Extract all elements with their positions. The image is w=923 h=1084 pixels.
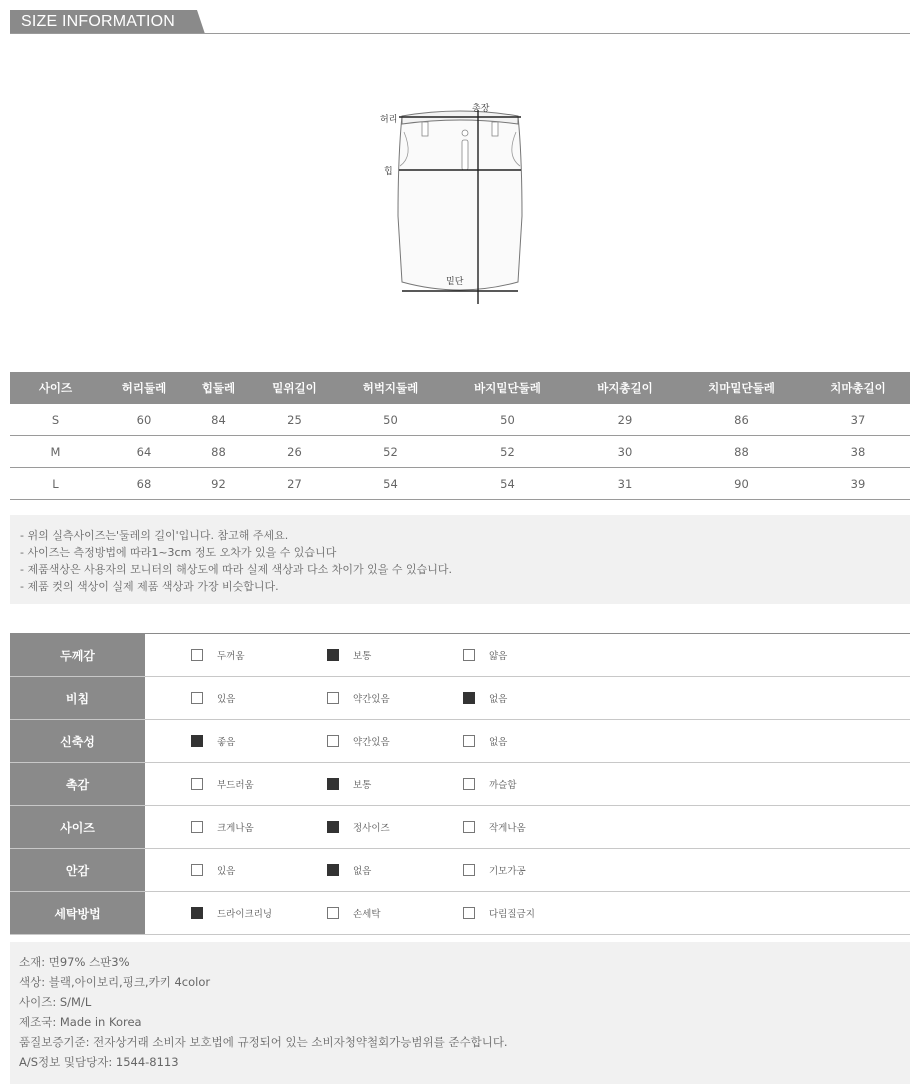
info-line: 품질보증기준: 전자상거래 소비자 보호법에 규정되어 있는 소비자청약철회가능범위를 준수합니다. bbox=[19, 1035, 508, 1049]
header-cell: 허벅지둘레 bbox=[339, 372, 442, 404]
checkbox-1-0 bbox=[191, 692, 203, 704]
checkbox-2-1 bbox=[327, 735, 339, 747]
info-line: 소재: 면97% 스판3% bbox=[19, 955, 130, 969]
option-label: 크게나옴 bbox=[217, 823, 254, 834]
checkbox-3-1 bbox=[327, 778, 339, 790]
option bbox=[327, 734, 390, 748]
option-label: 드라이크리닝 bbox=[217, 909, 273, 920]
property-label: 신축성 bbox=[10, 720, 145, 762]
table-cell: 90 bbox=[677, 468, 806, 500]
option-label: 손세탁 bbox=[353, 909, 381, 920]
option bbox=[327, 863, 371, 877]
table-cell: 60 bbox=[101, 404, 187, 436]
checkbox-3-2 bbox=[463, 778, 475, 790]
checkbox-5-0 bbox=[191, 864, 203, 876]
header-cell: 허리둘레 bbox=[101, 372, 187, 404]
diagram-label-hip: 힙 bbox=[384, 167, 393, 177]
checkbox-5-1 bbox=[327, 864, 339, 876]
note-line: - 제품 컷의 색상이 실제 제품 색상과 가장 비슷합니다. bbox=[20, 580, 279, 593]
option bbox=[463, 820, 526, 834]
property-row-sheerness bbox=[10, 677, 910, 720]
info-line: A/S정보 및담당자: 1544-8113 bbox=[19, 1055, 179, 1069]
option bbox=[191, 906, 272, 920]
table-cell: 50 bbox=[339, 404, 442, 436]
table-cell: 64 bbox=[101, 436, 187, 468]
product-info bbox=[10, 942, 910, 1084]
diagram-label-waist: 허리 bbox=[380, 115, 398, 125]
header-cell: 힙둘레 bbox=[187, 372, 250, 404]
option bbox=[463, 777, 517, 791]
checkbox-6-0 bbox=[191, 907, 203, 919]
option-label: 정사이즈 bbox=[353, 823, 390, 834]
option bbox=[463, 648, 507, 662]
checkbox-0-0 bbox=[191, 649, 203, 661]
property-label: 두께감 bbox=[10, 634, 145, 676]
option bbox=[463, 691, 507, 705]
table-cell: 92 bbox=[187, 468, 250, 500]
note-line: - 위의 실측사이즈는'둘레의 길이'입니다. 참고해 주세요. bbox=[20, 529, 289, 542]
table-cell: 31 bbox=[573, 468, 677, 500]
option-label: 좋음 bbox=[217, 737, 236, 748]
checkbox-5-2 bbox=[463, 864, 475, 876]
checkbox-6-2 bbox=[463, 907, 475, 919]
info-line: 사이즈: S/M/L bbox=[19, 995, 92, 1009]
checkbox-3-0 bbox=[191, 778, 203, 790]
checkbox-4-1 bbox=[327, 821, 339, 833]
option bbox=[463, 734, 507, 748]
option-label: 까슬함 bbox=[489, 780, 517, 791]
checkbox-1-2 bbox=[463, 692, 475, 704]
property-label: 촉감 bbox=[10, 763, 145, 805]
option-label: 보통 bbox=[353, 780, 372, 791]
table-cell: 27 bbox=[250, 468, 339, 500]
note-line: - 제품색상은 사용자의 모니터의 해상도에 따라 실제 색상과 다소 차이가 있을 수 있습니다. bbox=[20, 563, 452, 576]
header-cell: 치마밑단둘레 bbox=[677, 372, 806, 404]
table-row bbox=[10, 404, 910, 436]
checkbox-4-0 bbox=[191, 821, 203, 833]
option-label: 있음 bbox=[217, 866, 236, 877]
table-cell: 25 bbox=[250, 404, 339, 436]
header-cell: 바지밑단둘레 bbox=[442, 372, 573, 404]
checkbox-6-1 bbox=[327, 907, 339, 919]
table-cell: 50 bbox=[442, 404, 573, 436]
skirt-diagram bbox=[370, 96, 550, 308]
option bbox=[191, 648, 245, 662]
table-cell: 52 bbox=[339, 436, 442, 468]
option-label: 약간있음 bbox=[353, 694, 390, 705]
option bbox=[191, 734, 235, 748]
table-cell: 26 bbox=[250, 436, 339, 468]
option bbox=[191, 820, 254, 834]
checkbox-4-2 bbox=[463, 821, 475, 833]
option bbox=[327, 777, 371, 791]
table-cell: 88 bbox=[677, 436, 806, 468]
option bbox=[191, 863, 235, 877]
section-title: SIZE INFORMATION bbox=[21, 13, 176, 30]
option bbox=[327, 906, 381, 920]
option-label: 다림질금지 bbox=[489, 909, 535, 920]
table-cell: S bbox=[10, 404, 101, 436]
table-cell: 38 bbox=[806, 436, 910, 468]
checkbox-1-1 bbox=[327, 692, 339, 704]
property-table bbox=[10, 633, 910, 935]
option-label: 두꺼움 bbox=[217, 651, 245, 662]
option-label: 없음 bbox=[489, 694, 508, 705]
property-label: 사이즈 bbox=[10, 806, 145, 848]
header-cell: 밑위길이 bbox=[250, 372, 339, 404]
diagram-label-length: 총장 bbox=[472, 104, 490, 114]
table-cell: 52 bbox=[442, 436, 573, 468]
table-cell: 54 bbox=[442, 468, 573, 500]
option-label: 약간있음 bbox=[353, 737, 390, 748]
property-row-lining bbox=[10, 849, 910, 892]
header-cell: 바지총길이 bbox=[573, 372, 677, 404]
property-row-washing bbox=[10, 892, 910, 935]
option-label: 부드러움 bbox=[217, 780, 254, 791]
option bbox=[191, 691, 235, 705]
option bbox=[327, 648, 371, 662]
info-line: 색상: 블랙,아이보리,핑크,카키 4color bbox=[19, 975, 211, 989]
property-label: 안감 bbox=[10, 849, 145, 891]
table-cell: M bbox=[10, 436, 101, 468]
table-cell: L bbox=[10, 468, 101, 500]
table-row bbox=[10, 436, 910, 468]
property-row-thickness bbox=[10, 633, 910, 677]
option-label: 없음 bbox=[489, 737, 508, 748]
table-cell: 54 bbox=[339, 468, 442, 500]
option bbox=[191, 777, 254, 791]
header-cell: 치마총길이 bbox=[806, 372, 910, 404]
option-label: 없음 bbox=[353, 866, 372, 877]
option-label: 보통 bbox=[353, 651, 372, 662]
option bbox=[327, 820, 390, 834]
option bbox=[463, 906, 535, 920]
size-table-header bbox=[10, 372, 910, 404]
property-row-stretch bbox=[10, 720, 910, 763]
option bbox=[463, 863, 526, 877]
section-header bbox=[10, 10, 910, 34]
table-cell: 37 bbox=[806, 404, 910, 436]
table-cell: 68 bbox=[101, 468, 187, 500]
checkbox-0-2 bbox=[463, 649, 475, 661]
info-line: 제조국: Made in Korea bbox=[19, 1015, 142, 1029]
table-cell: 86 bbox=[677, 404, 806, 436]
table-cell: 30 bbox=[573, 436, 677, 468]
property-row-texture bbox=[10, 763, 910, 806]
option-label: 작게나옴 bbox=[489, 823, 526, 834]
table-row bbox=[10, 468, 910, 500]
table-cell: 29 bbox=[573, 404, 677, 436]
option-label: 기모가공 bbox=[489, 866, 526, 877]
size-notes bbox=[10, 515, 910, 604]
option-label: 얇음 bbox=[489, 651, 508, 662]
table-cell: 39 bbox=[806, 468, 910, 500]
checkbox-2-0 bbox=[191, 735, 203, 747]
property-label: 비침 bbox=[10, 677, 145, 719]
header-cell: 사이즈 bbox=[10, 372, 101, 404]
table-cell: 88 bbox=[187, 436, 250, 468]
table-cell: 84 bbox=[187, 404, 250, 436]
checkbox-2-2 bbox=[463, 735, 475, 747]
property-row-size bbox=[10, 806, 910, 849]
checkbox-0-1 bbox=[327, 649, 339, 661]
diagram-label-hem: 밑단 bbox=[446, 277, 464, 287]
option-label: 있음 bbox=[217, 694, 236, 705]
header-divider bbox=[10, 33, 910, 34]
property-label: 세탁방법 bbox=[10, 892, 145, 934]
option bbox=[327, 691, 390, 705]
size-table bbox=[10, 372, 910, 500]
note-line: - 사이즈는 측정방법에 따라1~3cm 정도 오차가 있을 수 있습니다 bbox=[20, 546, 337, 559]
